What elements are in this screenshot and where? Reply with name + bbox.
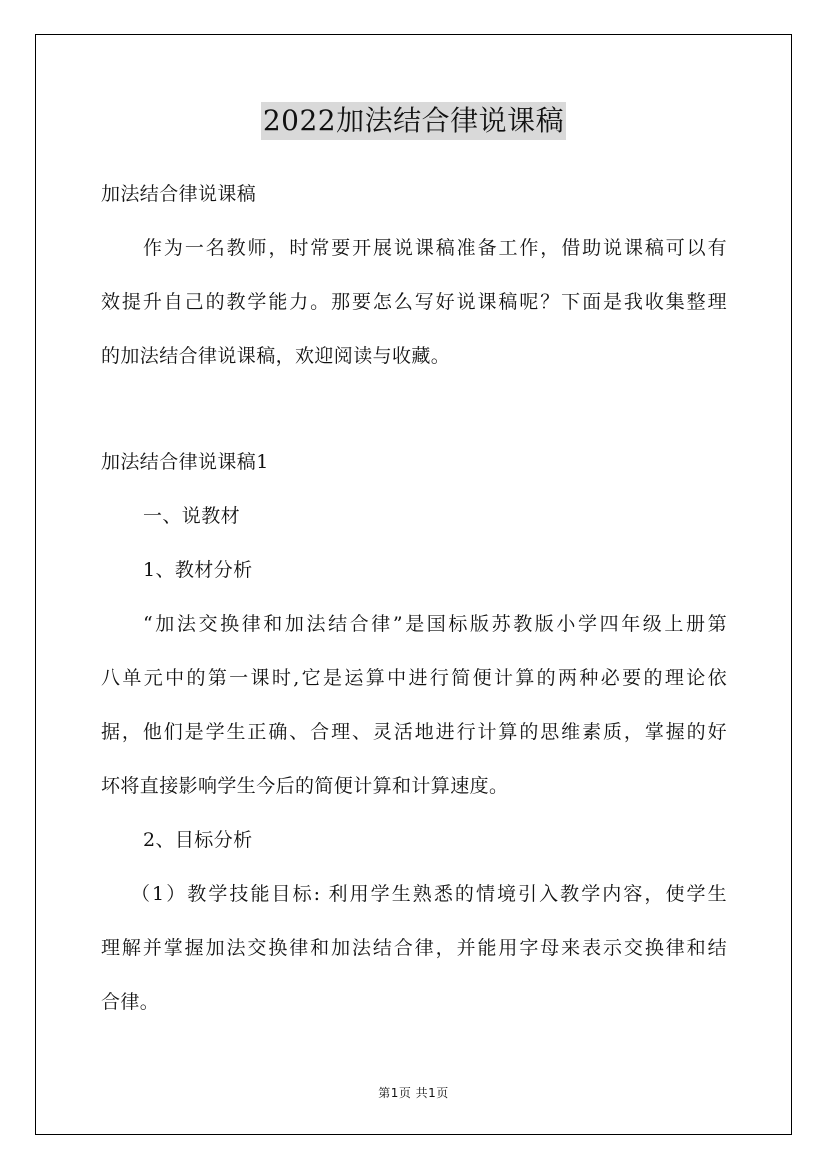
goal-paragraph — [101, 870, 727, 1032]
heading-teaching-material: 一、说教材 — [143, 505, 241, 527]
section-title: 加法结合律说课稿1 — [101, 451, 269, 473]
document-body — [101, 170, 727, 1032]
intro-line: 作为一名教师，时常要开展说课稿准备工作，借助说课稿可以有 — [143, 237, 727, 259]
analysis-paragraph — [101, 600, 727, 816]
goal-line: （1）教学技能目标: 利用学生熟悉的情境引入教学内容，使学生 — [131, 883, 727, 905]
analysis-line: 八单元中的第一课时,它是运算中进行简便计算的两种必要的理论依 — [101, 667, 727, 689]
analysis-line: “加法交换律和加法结合律”是国标版苏教版小学四年级上册第 — [143, 613, 727, 635]
analysis-line: 据，他们是学生正确、合理、灵活地进行计算的思维素质，掌握的好 — [101, 721, 727, 743]
heading-material-analysis: 1、教材分析 — [143, 559, 253, 581]
heading-goal-analysis: 2、目标分析 — [143, 829, 253, 851]
intro-paragraph — [101, 224, 727, 386]
goal-line: 理解并掌握加法交换律和加法结合律，并能用字母来表示交换律和结 — [101, 937, 727, 959]
document-title: 2022加法结合律说课稿 — [261, 102, 566, 140]
intro-line: 的加法结合律说课稿，欢迎阅读与收藏。 — [101, 345, 451, 367]
spacer — [101, 386, 727, 438]
intro-line: 效提升自己的教学能力。那要怎么写好说课稿呢？下面是我收集整理 — [101, 291, 727, 313]
analysis-line: 坏将直接影响学生今后的简便计算和计算速度。 — [101, 775, 509, 797]
subtitle: 加法结合律说课稿 — [101, 183, 257, 205]
page-footer: 第1页 共1页 — [378, 1086, 449, 1100]
goal-line: 合律。 — [101, 991, 160, 1013]
title-wrap — [0, 102, 827, 140]
